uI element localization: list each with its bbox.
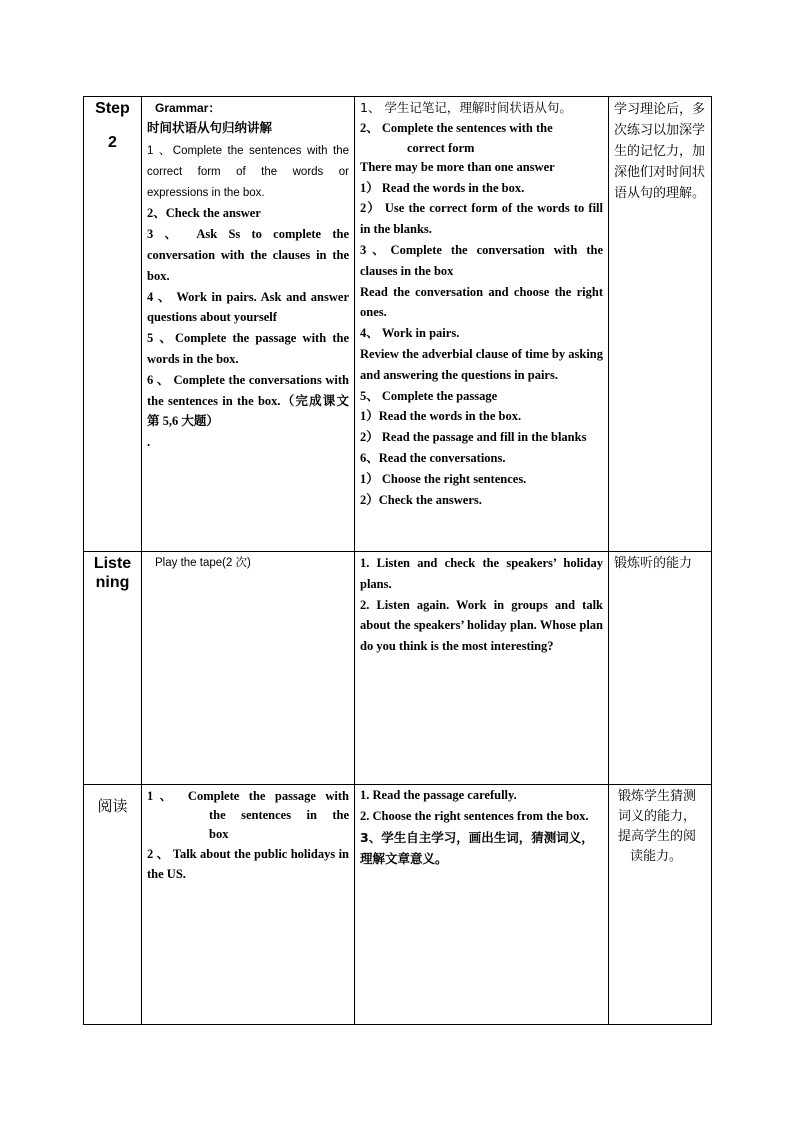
step-label-line1: Step bbox=[95, 100, 130, 117]
student-item-11: 5、 Complete the passage bbox=[360, 388, 498, 403]
student-item-15: 1） Choose the right sentences. bbox=[360, 471, 527, 486]
student-item-1: 1、 学生记笔记，理解时间状语从句。 bbox=[360, 100, 572, 115]
student-item-6: 2） Use the correct form of the words to fill in the blanks. bbox=[360, 201, 603, 237]
teacher-item-6: 6 、 Complete the conversations with the sentences in the box.（完成课文第 5,6 大题） bbox=[147, 372, 349, 429]
aim-cell bbox=[609, 785, 712, 1025]
teacher-item-2: 2 、 Talk about the public holidays in the US. bbox=[147, 847, 349, 881]
student-item-7: 3、Complete the conversation with the clauses in the box bbox=[360, 242, 603, 278]
student-item-4: There may be more than one answer bbox=[360, 159, 555, 174]
student-item-2: 2. Listen again. Work in groups and talk about the speakers’ holiday plan. Whose plan do you think is the most interesting? bbox=[360, 597, 603, 654]
teacher-item-1-end: box bbox=[209, 827, 229, 841]
step-label: 阅读 bbox=[97, 797, 128, 815]
teacher-activity-cell bbox=[142, 552, 355, 785]
teacher-item-5: 5 、Complete the passage with the words in the box. bbox=[147, 331, 349, 366]
table-row-step2 bbox=[84, 97, 712, 552]
student-item-2: 2、 Complete the sentences with the bbox=[360, 121, 553, 135]
student-item-1: 1. Read the passage carefully. bbox=[360, 788, 517, 802]
teacher-activity-cell bbox=[142, 785, 355, 1025]
step-label-cell bbox=[84, 552, 142, 785]
student-item-8: Read the conversation and choose the right ones. bbox=[360, 284, 603, 320]
table-row-listening bbox=[84, 552, 712, 785]
step-label-line1: Liste bbox=[93, 555, 132, 572]
teacher-item-4: 4 、 Work in pairs. Ask and answer questions about yourself bbox=[147, 289, 349, 325]
step-label-line2: 2 bbox=[108, 134, 117, 151]
student-item-12: 1）Read the words in the box. bbox=[360, 409, 522, 424]
aim-text: 学习理论后，多次练习以加深学生的记忆力，加深他们对时间状语从句的理解。 bbox=[614, 102, 706, 201]
teacher-item-3: 3 、 Ask Ss to complete the conversation with the clauses in the box. bbox=[147, 227, 349, 283]
grammar-subheading: 时间状语从句归纳讲解 bbox=[147, 120, 273, 135]
teacher-item-7: . bbox=[147, 435, 151, 450]
teacher-activity-cell bbox=[142, 97, 355, 552]
teacher-item-2: 2、Check the answer bbox=[147, 206, 261, 221]
teacher-item-1: 1 、Complete the sentences with the correct form of the words or expressions in the box. bbox=[147, 145, 349, 199]
table-row-reading bbox=[84, 785, 712, 1025]
lesson-plan-table bbox=[83, 96, 712, 1025]
aim-line-1: 锻炼学生猜测 bbox=[618, 789, 697, 804]
student-item-3: correct form bbox=[407, 140, 475, 155]
student-item-2: 2. Choose the right sentences from the box. bbox=[360, 808, 589, 823]
student-item-5: 1） Read the words in the box. bbox=[360, 180, 525, 195]
student-item-3: 3、学生自主学习，画出生词，猜测词义，理解文章意义。 bbox=[360, 829, 594, 866]
grammar-heading: Grammar： bbox=[155, 101, 221, 115]
step-label-line2: ning bbox=[95, 574, 130, 591]
aim-line-3: 提高学生的阅 bbox=[618, 829, 697, 844]
step-label-cell bbox=[84, 785, 142, 1025]
aim-text: 锻炼听的能力 bbox=[614, 556, 693, 571]
aim-line-2: 词义的能力， bbox=[618, 809, 697, 824]
student-item-16: 2）Check the answers. bbox=[360, 492, 482, 507]
student-item-13: 2） Read the passage and fill in the blanks bbox=[360, 430, 587, 445]
teacher-item-1: 1、 Complete the passage with bbox=[147, 789, 349, 803]
step-label-cell bbox=[84, 97, 142, 552]
student-item-10: Review the adverbial clause of time by asking and answering the questions in pairs. bbox=[360, 346, 603, 382]
aim-line-4: 读能力。 bbox=[630, 849, 683, 864]
student-item-9: 4、 Work in pairs. bbox=[360, 326, 460, 341]
student-activity-cell bbox=[355, 97, 609, 552]
student-activity-cell bbox=[355, 785, 609, 1025]
student-activity-cell bbox=[355, 552, 609, 785]
aim-cell bbox=[609, 552, 712, 785]
student-item-14: 6、Read the conversations. bbox=[360, 450, 506, 465]
aim-cell bbox=[609, 97, 712, 552]
play-tape-text: Play the tape(2 次) bbox=[155, 557, 251, 569]
student-item-1: 1. Listen and check the speakers’ holiday plans. bbox=[360, 556, 603, 591]
teacher-item-1-cont: the sentences in the bbox=[209, 808, 349, 822]
